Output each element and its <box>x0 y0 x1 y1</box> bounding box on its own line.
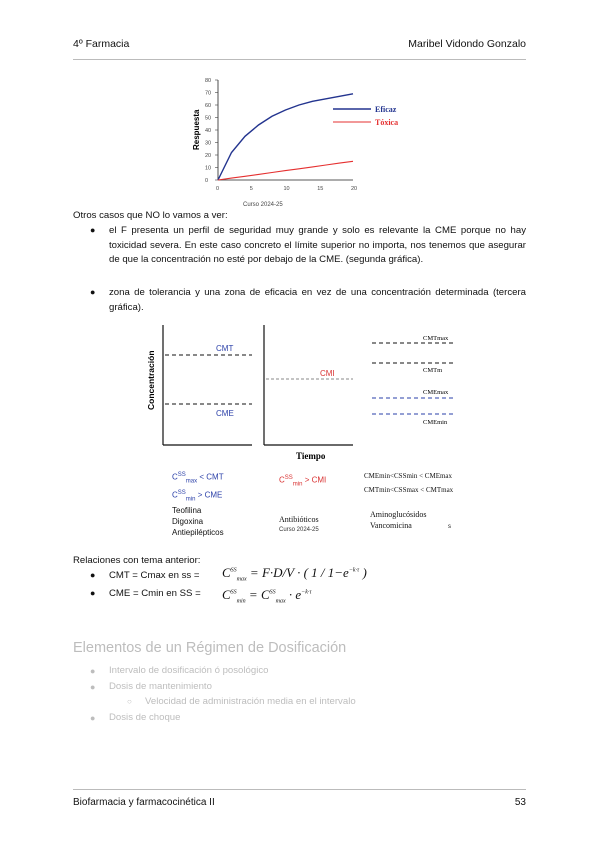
bullet-dot: ● <box>90 666 96 676</box>
y-tick-label: 80 <box>205 78 212 84</box>
x-tick-label: 0 <box>216 186 220 192</box>
footer-left: Biofarmacia y farmacocinética II <box>73 797 215 808</box>
cmt-label: CMT <box>216 344 234 353</box>
y-tick-label: 70 <box>205 90 212 97</box>
legend-toxica-label: Tóxica <box>375 118 399 127</box>
y-tick-label: 40 <box>205 128 212 134</box>
bullet-dot: ● <box>90 287 96 297</box>
cmi-label: CMI <box>320 369 335 378</box>
x-tick-label: 10 <box>283 186 290 192</box>
y-tick-label: 60 <box>205 103 212 109</box>
y-axis-label: Respuesta <box>192 109 201 150</box>
panel-1 <box>163 325 252 445</box>
cme-relation-text: CME = Cmin en SS = <box>109 588 201 599</box>
cmt-formula: $C^{SS}_{max} = F\cdot D/V$ · ( $1 / 1-e^{-k\cdot\tau}$ ) <box>222 565 367 583</box>
panel-2 <box>264 325 353 461</box>
panel-3-mark: s <box>448 524 451 530</box>
cmt-max-label: CMTmax <box>423 335 449 342</box>
cmt-relation-text: CMT = Cmax en ss = <box>109 570 200 581</box>
panel-2-condition: $C^{SS}_{min}$ > CMI <box>279 475 327 488</box>
section-item-2: Dosis de mantenimiento <box>109 681 212 692</box>
y-tick-label: 0 <box>205 178 209 184</box>
header-right: Maribel Vidondo Gonzalo <box>408 38 526 50</box>
legend-eficaz-label: Eficaz <box>375 105 397 114</box>
series-toxica-line <box>218 161 353 180</box>
y-tick-labels <box>205 78 218 184</box>
bullet-dot: ● <box>90 713 96 723</box>
section-title: Elementos de un Régimen de Dosificación <box>73 640 347 656</box>
x-tick-label: 15 <box>317 186 324 192</box>
header-rule <box>73 59 526 60</box>
cmt-min-label: CMTm <box>423 367 443 374</box>
bullet-dot: ● <box>90 225 96 235</box>
series-eficaz-line <box>218 94 353 180</box>
bullet-1: el F presenta un perfil de seguridad muy grande y solo es relevante la CME porque no hay toxicidad severa. En este caso concreto el límite superior no importa, nos tenemos que asegurar de que la concentración no esté por debajo de la CME. (segunda gráfica). <box>109 225 526 265</box>
chart-axes <box>218 80 353 180</box>
x-tick-label: 5 <box>249 186 253 192</box>
x-tick-labels <box>216 186 357 192</box>
page-number: 53 <box>514 797 526 808</box>
cme-min-label: CMEmin <box>423 419 448 426</box>
bullet-2: zona de tolerancia y una zona de eficacia en vez de una concentración determinada (tercera gráfica). <box>109 287 526 313</box>
bullet-dot: ● <box>90 682 96 692</box>
panel-3-conditions: CMEmin<CSSmin < CMEmax CMTmin<CSSmax < CMTmax <box>364 472 454 494</box>
section-subitem-1: Velocidad de administración media en el intervalo <box>145 696 356 707</box>
panel-3 <box>372 335 454 426</box>
cme-formula: $C^{SS}_{min} = C^{SS}_{max} \cdot e^{-k\cdot\tau}$ <box>222 587 312 605</box>
y-tick-label: 10 <box>205 165 212 172</box>
sub-bullet-circle: ○ <box>127 697 132 706</box>
panel-1-drugs: Teofilina Digoxina Antiepilépticos <box>172 506 224 537</box>
y-tick-label: 50 <box>205 115 212 122</box>
panel-2-drugs: Antibióticos Curso 2024-25 <box>279 515 319 533</box>
cme-max-label: CMEmax <box>423 389 449 396</box>
concentration-axis-label: Concentración <box>146 350 156 410</box>
tiempo-label: Tiempo <box>296 451 326 461</box>
panel-1-conditions: $C^{SS}_{max}$ < CMT $C^{SS}_{min}$ > CME <box>172 472 224 503</box>
cme-label: CME <box>216 409 234 418</box>
figure-caption: Curso 2024-25 <box>243 202 283 208</box>
x-tick-label: 20 <box>351 186 358 192</box>
panel-3-drugs: Aminoglucósidos Vancomicina <box>370 510 427 530</box>
header-left: 4º Farmacia <box>73 38 130 50</box>
footer-rule <box>73 789 526 790</box>
intro-text: Otros casos que NO lo vamos a ver: <box>73 210 228 221</box>
relaciones-title: Relaciones con tema anterior: <box>73 555 201 566</box>
response-chart <box>185 72 415 208</box>
bullet-dot: ● <box>90 570 96 580</box>
y-tick-label: 30 <box>205 140 212 147</box>
y-tick-label: 20 <box>205 153 212 159</box>
section-item-1: Intervalo de dosificación ó posológico <box>109 665 269 676</box>
bullet-dot: ● <box>90 588 96 598</box>
section-item-3: Dosis de choque <box>109 712 181 723</box>
